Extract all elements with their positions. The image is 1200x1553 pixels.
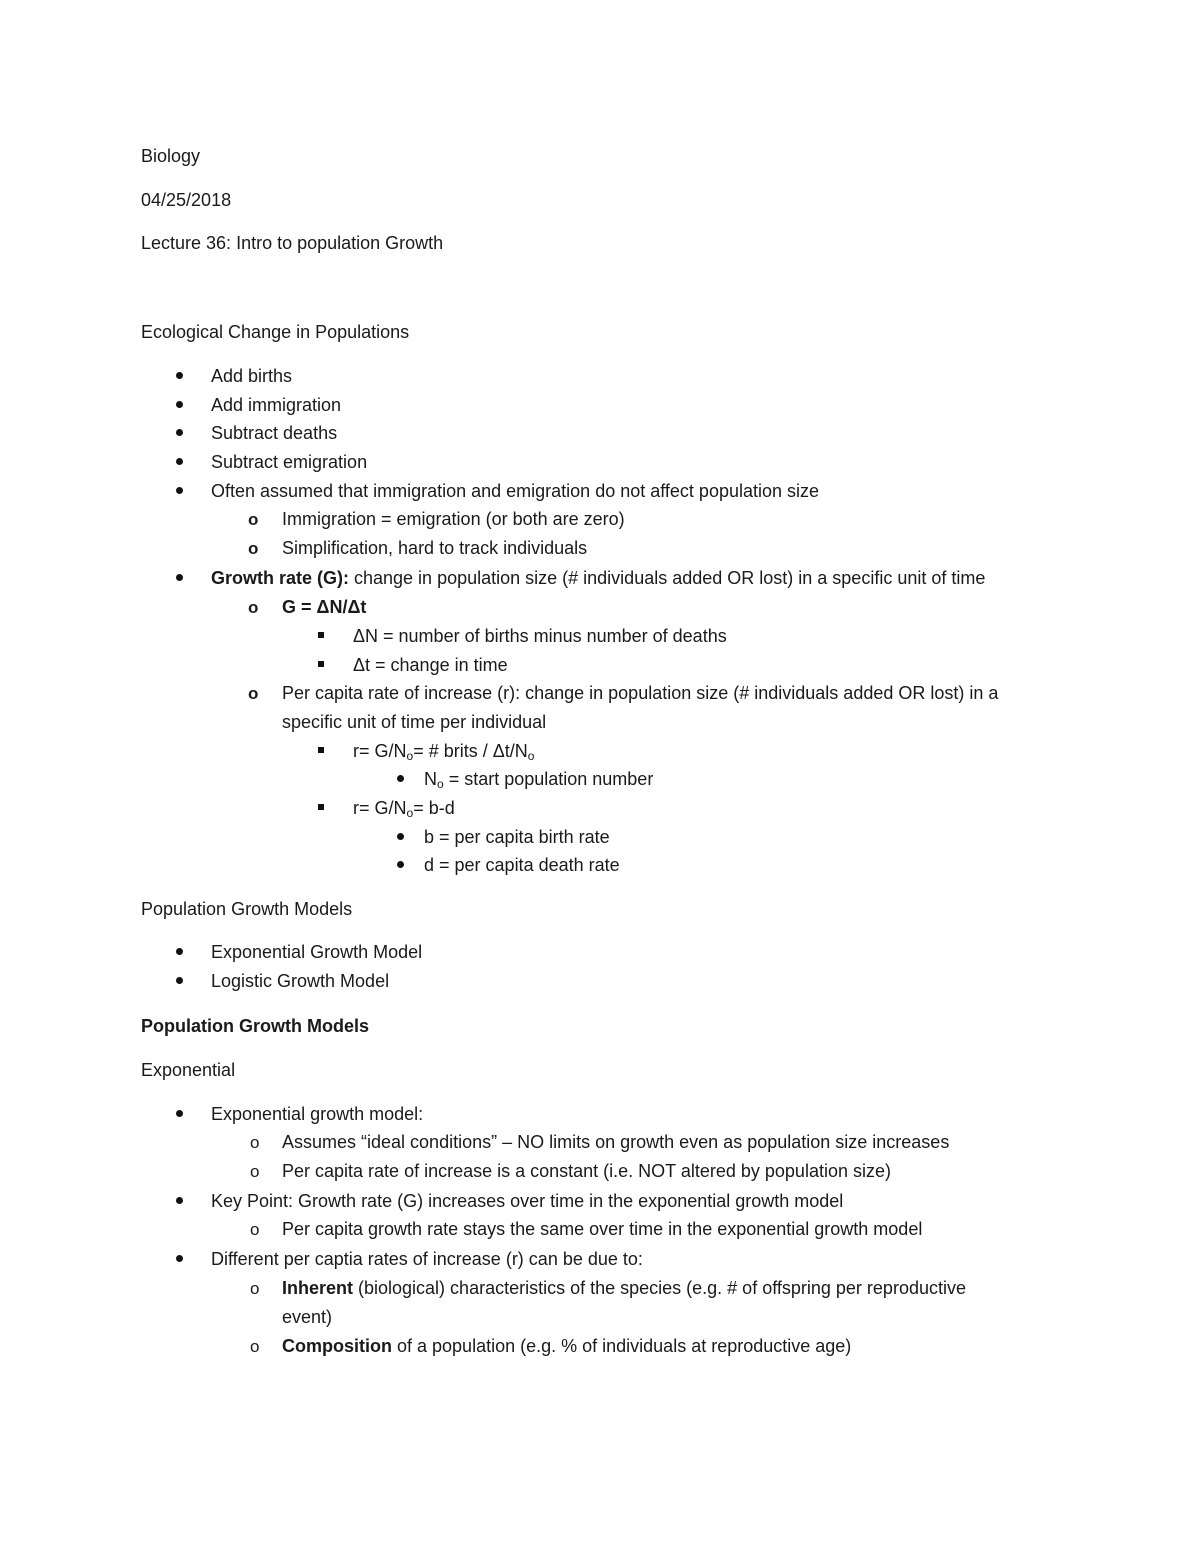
sub-list-item: Per capita growth rate stays the same over time in the exponential growth model xyxy=(282,1219,923,1239)
bullet-dot xyxy=(176,401,183,408)
list-item: Logistic Growth Model xyxy=(211,971,390,991)
sub-bullet-marker: o xyxy=(250,1279,260,1298)
section-heading: Ecological Change in Populations xyxy=(141,322,410,342)
list-item: Often assumed that immigration and emigration do not affect population size xyxy=(211,481,820,501)
subject-title: Biology xyxy=(141,146,201,166)
bullet-dot xyxy=(176,948,183,955)
per-capita-equation: $r= G/N_o= b-d$ xyxy=(353,798,455,820)
sub-list-item: Assumes “ideal conditions” – NO limits on growth even as population size increases xyxy=(282,1132,950,1152)
bullet-square xyxy=(318,804,324,810)
sub-list-item: Simplification, hard to track individuals xyxy=(282,538,588,558)
per-capita-definition-cont: specific unit of time per individual xyxy=(282,712,547,732)
sub-list-item-inherent: Inherent (biological) characteristics of the species (e.g. # of offspring per reproductive xyxy=(282,1278,966,1298)
bullet-dot xyxy=(176,429,183,436)
equation-term: b = per capita birth rate xyxy=(424,827,610,847)
bullet-dot xyxy=(397,775,404,782)
sub-bullet-marker: o xyxy=(250,1133,260,1152)
sub-bullet-marker: o xyxy=(248,684,259,703)
list-item: Subtract emigration xyxy=(211,452,368,472)
bullet-dot xyxy=(176,1197,183,1204)
list-item: Add immigration xyxy=(211,395,342,415)
sub-bullet-marker: o xyxy=(248,539,259,558)
list-item: Exponential growth model: xyxy=(211,1104,424,1124)
bullet-dot xyxy=(176,1110,183,1117)
sub-bullet-marker: o xyxy=(250,1337,260,1356)
bullet-dot xyxy=(176,487,183,494)
bullet-dot xyxy=(397,833,404,840)
list-item: Key Point: Growth rate (G) increases over time in the exponential growth model xyxy=(211,1191,844,1211)
bullet-dot xyxy=(176,458,183,465)
sub-bullet-marker: o xyxy=(248,598,259,617)
section-heading-bold: Population Growth Models xyxy=(141,1016,369,1036)
lecture-date: 04/25/2018 xyxy=(141,190,232,210)
term-inherent: Inherent xyxy=(282,1278,354,1298)
list-item: Add births xyxy=(211,366,293,386)
sub-bullet-marker: o xyxy=(248,510,259,529)
term-composition: Composition xyxy=(282,1336,392,1356)
sub-list-item-composition: Composition of a population (e.g. % of individuals at reproductive age) xyxy=(282,1336,852,1356)
bullet-square xyxy=(318,632,324,638)
subsection-heading: Exponential xyxy=(141,1060,236,1080)
formula-item: ΔN = number of births minus number of deaths xyxy=(353,626,727,646)
bullet-square xyxy=(318,661,324,667)
list-item: Exponential Growth Model xyxy=(211,942,423,962)
equation-term: d = per capita death rate xyxy=(424,855,620,875)
bullet-dot xyxy=(176,977,183,984)
sub-list-item: Immigration = emigration (or both are zero) xyxy=(282,509,625,529)
lecture-title: Lecture 36: Intro to population Growth xyxy=(141,233,444,253)
bullet-dot xyxy=(397,861,404,868)
sub-list-item: Per capita rate of increase is a constant (i.e. NOT altered by population size) xyxy=(282,1161,891,1181)
growth-rate-formula: G = ΔN/Δt xyxy=(282,597,367,617)
formula-item: Δt = change in time xyxy=(353,655,508,675)
bullet-dot xyxy=(176,372,183,379)
section-heading: Population Growth Models xyxy=(141,899,353,919)
per-capita-equation: $r= G/N_o=$ # brits / $\Delta t/N_o$ xyxy=(353,741,535,763)
growth-rate-definition: change in population size (# individuals added OR lost) in a specific unit of time xyxy=(349,568,986,588)
sub-bullet-marker: o xyxy=(250,1162,260,1181)
term-growth-rate: Growth rate (G): xyxy=(211,568,349,588)
list-item: Subtract deaths xyxy=(211,423,338,443)
bullet-square xyxy=(318,747,324,753)
sub-bullet-marker: o xyxy=(250,1220,260,1239)
list-item: Different per captia rates of increase (r) can be due to: xyxy=(211,1249,643,1269)
bullet-dot xyxy=(176,1255,183,1262)
sub-list-item-inherent-cont: event) xyxy=(282,1307,333,1327)
per-capita-definition: Per capita rate of increase (r): change in population size (# individuals added OR lost) in a xyxy=(282,683,999,703)
bullet-dot xyxy=(176,574,183,581)
list-item-growth-rate xyxy=(211,567,985,589)
equation-term: $N_o$ = start population number xyxy=(424,769,654,791)
